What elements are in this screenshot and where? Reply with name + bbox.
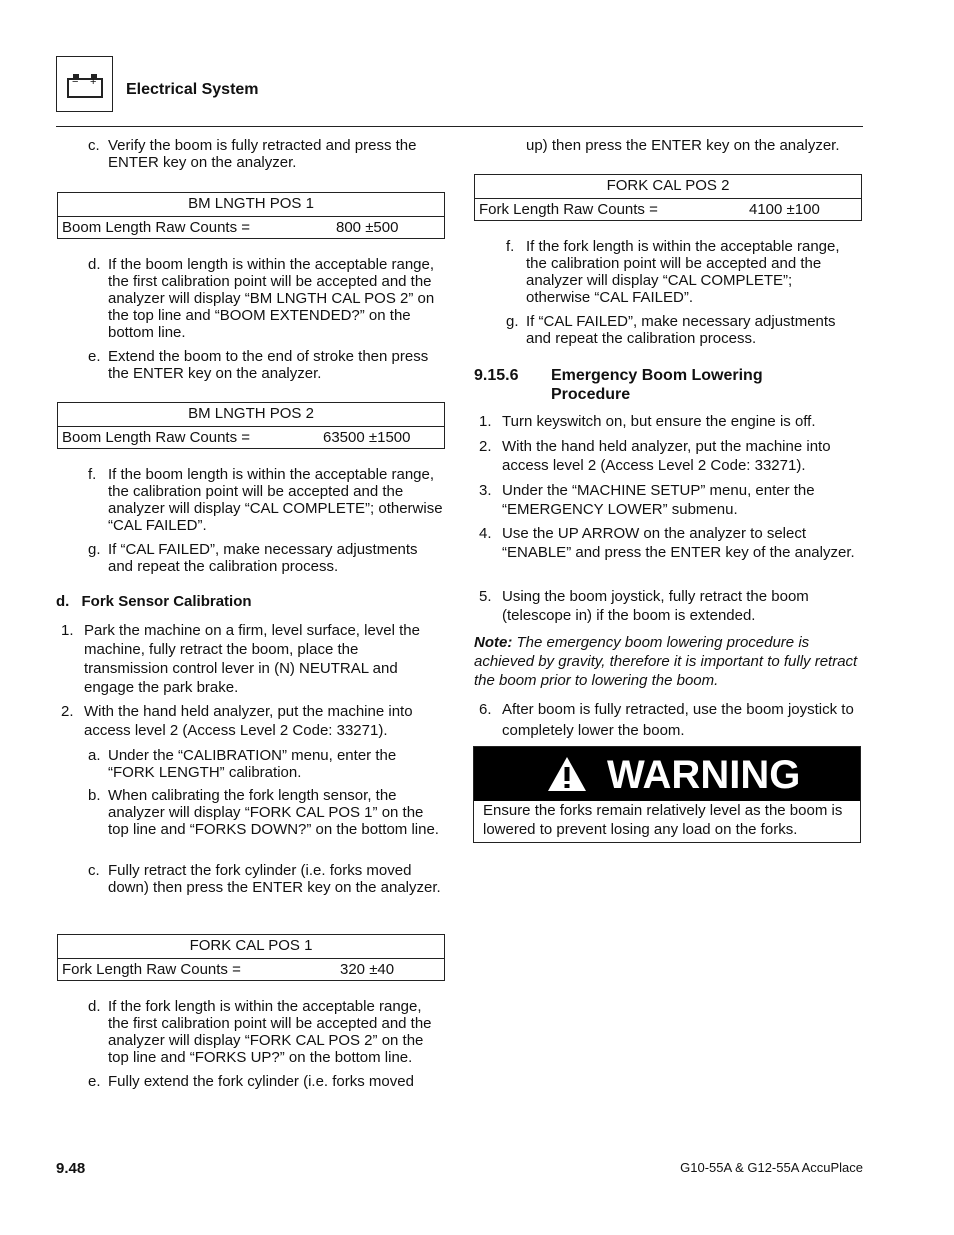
row-label: Boom Length Raw Counts =: [62, 219, 251, 236]
note-text: The emergency boom lowering procedure is achieved by gravity, therefore it is important to fully retract the boom prior to lowering the boom.: [474, 634, 858, 689]
row-label: Fork Length Raw Counts =: [62, 961, 241, 978]
step-g: g. If “CAL FAILED”, make necessary adjustments and repeat the calibration process.: [88, 541, 418, 575]
page-title: Electrical System: [126, 81, 259, 98]
fork-pos1-table: [57, 934, 445, 981]
warning-triangle-icon: [546, 755, 588, 793]
page-number: 9.48: [56, 1160, 86, 1177]
section-heading: [474, 366, 864, 404]
table-title: FORK CAL POS 1: [58, 935, 444, 959]
step-d: d. If the boom length is within the acceptable range, the first calibration point will be accepted and the analyzer will display “BM LNGTH CAL POS 2” on the top line and “BOOM EXTENDED?” on the bottom line.: [88, 256, 435, 341]
table-title: FORK CAL POS 2: [475, 175, 861, 199]
section-title: Emergency Boom Lowering Procedure: [551, 367, 763, 403]
table-row: [58, 217, 444, 239]
row-label: Boom Length Raw Counts =: [62, 429, 251, 446]
boom-pos1-table: [57, 192, 445, 239]
lowering-step-3: 3. Under the “MACHINE SETUP” menu, enter the “EMERGENCY LOWER” submenu.: [479, 482, 815, 518]
step-f: f. If the boom length is within the acceptable range, the calibration point will be accepted and the analyzer will display “CAL COMPLETE”; otherwise “CAL FAILED”.: [88, 466, 443, 534]
battery-minus-sign: −: [72, 76, 79, 88]
row-value: 4100 ±100: [749, 201, 820, 218]
row-value: 320 ±40: [340, 961, 395, 978]
battery-icon: [67, 74, 103, 98]
row-label: Fork Length Raw Counts =: [479, 201, 658, 218]
fork-step-1: 1. Park the machine on a firm, level surface, level the machine, fully retract the boom, place the transmission control lever in (N) NEUTRAL and engage the park brake.: [61, 622, 420, 696]
fork-sub-f: f. If the fork length is within the acceptable range, the calibration point will be accepted and the analyzer will display “CAL COMPLETE”; otherwise “CAL FAILED”.: [506, 238, 840, 306]
lowering-step-4: 4. Use the UP ARROW on the analyzer to select “ENABLE” and press the ENTER key of the analyzer.: [479, 525, 855, 561]
lowering-step-1: 1. Turn keyswitch on, but ensure the engine is off.: [479, 413, 816, 430]
step-c: c. Verify the boom is fully retracted and press the ENTER key on the analyzer.: [88, 137, 417, 171]
row-value: 63500 ±1500: [323, 429, 411, 446]
table-title: BM LNGTH POS 2: [58, 403, 444, 427]
step-e: e. Extend the boom to the end of stroke then press the ENTER key on the analyzer.: [88, 348, 429, 382]
warning-banner: [474, 747, 860, 801]
fork-sub-d: d. If the fork length is within the acceptable range, the first calibration point will be accepted and the analyzer will display “FORK CAL POS 2” on the top line and “FORKS UP?” on the bottom line.: [88, 998, 432, 1066]
fork-pos2-table: [474, 174, 862, 221]
fork-sub-a: a. Under the “CALIBRATION” menu, enter the “FORK LENGTH” calibration.: [88, 747, 397, 781]
battery-plus-sign: +: [90, 76, 97, 88]
fork-sub-e: e. Fully extend the fork cylinder (i.e. forks moved: [88, 1073, 414, 1090]
note: [474, 633, 862, 690]
warning-text: Ensure the forks remain relatively level as the boom is lowered to prevent losing any load on the forks.: [483, 802, 843, 838]
boom-pos2-table: [57, 402, 445, 449]
document-model: G10-55A & G12-55A AccuPlace: [680, 1160, 863, 1175]
lowering-step-2: 2. With the hand held analyzer, put the machine into access level 2 (Access Level 2 Code: 33271).: [479, 438, 831, 474]
fork-calibration-heading: d. Fork Sensor Calibration: [56, 593, 252, 610]
table-row: [58, 959, 444, 981]
table-title: BM LNGTH POS 1: [58, 193, 444, 217]
fork-sub-g: g. If “CAL FAILED”, make necessary adjustments and repeat the calibration process.: [506, 313, 836, 347]
table-row: [58, 427, 444, 449]
row-value: 800 ±500: [336, 219, 399, 236]
note-label: Note:: [474, 634, 513, 651]
fork-sub-e-continued: up) then press the ENTER key on the analyzer.: [526, 137, 840, 154]
lowering-step-5: 5. Using the boom joystick, fully retract the boom (telescope in) if the boom is extended.: [479, 588, 809, 624]
header-icon-box: [56, 56, 113, 112]
table-row: [475, 199, 861, 221]
section-number: 9.15.6: [474, 367, 519, 384]
warning-box: [473, 746, 861, 843]
fork-sub-c: c. Fully retract the fork cylinder (i.e. forks moved down) then press the ENTER key on the analyzer.: [88, 862, 441, 896]
fork-step-2: 2. With the hand held analyzer, put the machine into access level 2 (Access Level 2 Code: 33271).: [61, 703, 413, 739]
fork-sub-b: b. When calibrating the fork length sensor, the analyzer will display “FORK CAL POS 1” on the top line and “FORKS DOWN?” on the bottom line.: [88, 787, 439, 838]
warning-title: WARNING: [607, 753, 801, 797]
header-rule: [56, 126, 863, 127]
lowering-step-6: 6. After boom is fully retracted, use the boom joystick to completely lower the boom.: [479, 701, 854, 739]
